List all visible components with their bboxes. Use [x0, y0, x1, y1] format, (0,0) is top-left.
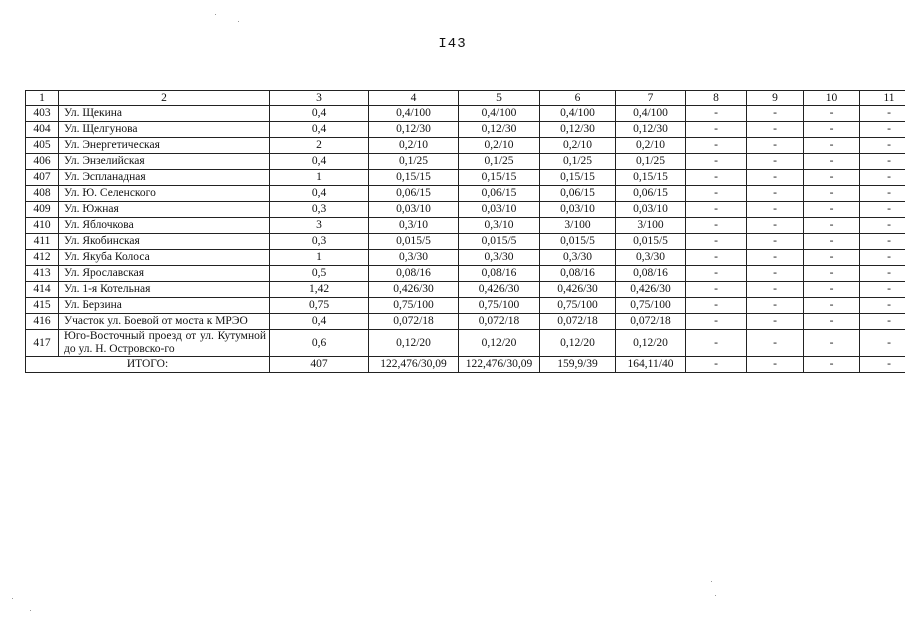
value-cell-c8: - [686, 170, 747, 186]
row-number: 411 [26, 234, 59, 250]
row-number: 416 [26, 314, 59, 330]
value-cell-c7: 3/100 [616, 218, 686, 234]
value-cell-c8: - [686, 154, 747, 170]
street-name: Ул. Ярославская [59, 266, 270, 282]
table-row [26, 282, 905, 298]
total-cell-c4: 122,476/30,09 [369, 357, 459, 373]
value-cell-c4: 0,12/30 [369, 122, 459, 138]
row-number: 414 [26, 282, 59, 298]
value-cell-c5: 0,4/100 [459, 106, 540, 122]
value-cell-c10: - [804, 154, 860, 170]
value-cell-c3: 0,3 [270, 234, 369, 250]
value-cell-c7: 0,06/15 [616, 186, 686, 202]
value-cell-c9: - [747, 170, 804, 186]
value-cell-c7: 0,08/16 [616, 266, 686, 282]
street-name: Юго-Восточный проезд от ул. Кутумной до ул. Н. Островско-го [59, 330, 270, 357]
value-cell-c5: 0,072/18 [459, 314, 540, 330]
street-name: Ул. Щекина [59, 106, 270, 122]
street-name: Участок ул. Боевой от моста к МРЭО [59, 314, 270, 330]
value-cell-c11: - [860, 218, 905, 234]
total-cell-c3: 407 [270, 357, 369, 373]
value-cell-c5: 0,15/15 [459, 170, 540, 186]
value-cell-c7: 0,3/30 [616, 250, 686, 266]
scan-speck [215, 14, 216, 15]
row-number: 415 [26, 298, 59, 314]
street-name: Ул. Ю. Селенского [59, 186, 270, 202]
table-row [26, 250, 905, 266]
header-cell-3: 3 [270, 91, 369, 106]
header-cell-7: 7 [616, 91, 686, 106]
value-cell-c8: - [686, 234, 747, 250]
value-cell-c8: - [686, 314, 747, 330]
value-cell-c7: 0,072/18 [616, 314, 686, 330]
value-cell-c10: - [804, 314, 860, 330]
value-cell-c10: - [804, 250, 860, 266]
header-cell-9: 9 [747, 91, 804, 106]
value-cell-c5: 0,12/20 [459, 330, 540, 357]
value-cell-c9: - [747, 234, 804, 250]
street-name: Ул. 1-я Котельная [59, 282, 270, 298]
table-row [26, 218, 905, 234]
value-cell-c11: - [860, 170, 905, 186]
street-name: Ул. Якуба Колоса [59, 250, 270, 266]
value-cell-c11: - [860, 298, 905, 314]
table-row [26, 154, 905, 170]
value-cell-c8: - [686, 138, 747, 154]
street-name: Ул. Щелгунова [59, 122, 270, 138]
scan-speck [715, 595, 716, 596]
page-number: I43 [438, 36, 467, 52]
header-cell-8: 8 [686, 91, 747, 106]
header-cell-6: 6 [540, 91, 616, 106]
header-cell-2: 2 [59, 91, 270, 106]
value-cell-c6: 0,3/30 [540, 250, 616, 266]
value-cell-c5: 0,2/10 [459, 138, 540, 154]
value-cell-c3: 1,42 [270, 282, 369, 298]
value-cell-c5: 0,06/15 [459, 186, 540, 202]
value-cell-c9: - [747, 330, 804, 357]
value-cell-c9: - [747, 250, 804, 266]
value-cell-c4: 0,3/10 [369, 218, 459, 234]
value-cell-c3: 0,6 [270, 330, 369, 357]
value-cell-c9: - [747, 186, 804, 202]
value-cell-c6: 0,072/18 [540, 314, 616, 330]
total-cell-c7: 164,11/40 [616, 357, 686, 373]
table-row [26, 186, 905, 202]
value-cell-c3: 0,4 [270, 186, 369, 202]
value-cell-c8: - [686, 298, 747, 314]
value-cell-c6: 0,015/5 [540, 234, 616, 250]
value-cell-c6: 0,03/10 [540, 202, 616, 218]
value-cell-c3: 1 [270, 250, 369, 266]
value-cell-c9: - [747, 282, 804, 298]
value-cell-c3: 0,3 [270, 202, 369, 218]
value-cell-c3: 1 [270, 170, 369, 186]
value-cell-c3: 3 [270, 218, 369, 234]
value-cell-c4: 0,4/100 [369, 106, 459, 122]
value-cell-c3: 2 [270, 138, 369, 154]
table-row [26, 202, 905, 218]
value-cell-c9: - [747, 298, 804, 314]
scan-speck [238, 21, 239, 22]
value-cell-c5: 0,75/100 [459, 298, 540, 314]
value-cell-c4: 0,08/16 [369, 266, 459, 282]
value-cell-c10: - [804, 330, 860, 357]
row-number: 407 [26, 170, 59, 186]
value-cell-c4: 0,3/30 [369, 250, 459, 266]
value-cell-c5: 0,03/10 [459, 202, 540, 218]
value-cell-c6: 0,426/30 [540, 282, 616, 298]
row-number: 409 [26, 202, 59, 218]
value-cell-c11: - [860, 202, 905, 218]
value-cell-c11: - [860, 106, 905, 122]
row-number: 413 [26, 266, 59, 282]
value-cell-c10: - [804, 170, 860, 186]
street-name: Ул. Южная [59, 202, 270, 218]
value-cell-c5: 0,426/30 [459, 282, 540, 298]
value-cell-c8: - [686, 218, 747, 234]
header-cell-11: 11 [860, 91, 905, 106]
table-header-row [26, 91, 905, 106]
value-cell-c10: - [804, 202, 860, 218]
value-cell-c10: - [804, 106, 860, 122]
value-cell-c10: - [804, 218, 860, 234]
value-cell-c5: 0,12/30 [459, 122, 540, 138]
value-cell-c10: - [804, 122, 860, 138]
value-cell-c6: 0,1/25 [540, 154, 616, 170]
value-cell-c4: 0,06/15 [369, 186, 459, 202]
header-cell-4: 4 [369, 91, 459, 106]
street-name: Ул. Эспланадная [59, 170, 270, 186]
value-cell-c9: - [747, 106, 804, 122]
value-cell-c6: 0,06/15 [540, 186, 616, 202]
value-cell-c11: - [860, 154, 905, 170]
value-cell-c7: 0,15/15 [616, 170, 686, 186]
value-cell-c11: - [860, 234, 905, 250]
street-name: Ул. Берзина [59, 298, 270, 314]
street-name: Ул. Якобинская [59, 234, 270, 250]
value-cell-c4: 0,072/18 [369, 314, 459, 330]
total-cell-c9: - [747, 357, 804, 373]
value-cell-c6: 0,08/16 [540, 266, 616, 282]
table-row [26, 330, 905, 357]
value-cell-c8: - [686, 186, 747, 202]
value-cell-c9: - [747, 314, 804, 330]
value-cell-c9: - [747, 218, 804, 234]
header-cell-10: 10 [804, 91, 860, 106]
value-cell-c11: - [860, 330, 905, 357]
value-cell-c7: 0,1/25 [616, 154, 686, 170]
value-cell-c8: - [686, 330, 747, 357]
value-cell-c7: 0,12/30 [616, 122, 686, 138]
value-cell-c3: 0,4 [270, 314, 369, 330]
value-cell-c9: - [747, 122, 804, 138]
value-cell-c6: 0,15/15 [540, 170, 616, 186]
value-cell-c7: 0,75/100 [616, 298, 686, 314]
total-cell-c5: 122,476/30,09 [459, 357, 540, 373]
table-row [26, 106, 905, 122]
street-name: Ул. Яблочкова [59, 218, 270, 234]
total-cell-c10: - [804, 357, 860, 373]
row-number: 405 [26, 138, 59, 154]
scan-speck [12, 598, 13, 599]
row-number: 406 [26, 154, 59, 170]
value-cell-c5: 0,3/10 [459, 218, 540, 234]
value-cell-c5: 0,08/16 [459, 266, 540, 282]
value-cell-c4: 0,426/30 [369, 282, 459, 298]
table-row [26, 298, 905, 314]
street-name: Ул. Энергетическая [59, 138, 270, 154]
value-cell-c9: - [747, 154, 804, 170]
value-cell-c4: 0,12/20 [369, 330, 459, 357]
total-label: ИТОГО: [26, 357, 270, 373]
value-cell-c11: - [860, 138, 905, 154]
value-cell-c8: - [686, 266, 747, 282]
value-cell-c3: 0,4 [270, 154, 369, 170]
value-cell-c3: 0,4 [270, 122, 369, 138]
total-cell-c8: - [686, 357, 747, 373]
table-row [26, 314, 905, 330]
value-cell-c8: - [686, 202, 747, 218]
value-cell-c10: - [804, 282, 860, 298]
scan-speck [711, 581, 712, 582]
value-cell-c11: - [860, 282, 905, 298]
value-cell-c10: - [804, 298, 860, 314]
value-cell-c7: 0,426/30 [616, 282, 686, 298]
value-cell-c4: 0,03/10 [369, 202, 459, 218]
value-cell-c8: - [686, 282, 747, 298]
value-cell-c9: - [747, 138, 804, 154]
header-cell-1: 1 [26, 91, 59, 106]
scan-speck [30, 610, 31, 611]
value-cell-c4: 0,75/100 [369, 298, 459, 314]
row-number: 412 [26, 250, 59, 266]
value-cell-c8: - [686, 122, 747, 138]
table-row [26, 234, 905, 250]
value-cell-c3: 0,5 [270, 266, 369, 282]
value-cell-c4: 0,1/25 [369, 154, 459, 170]
value-cell-c3: 0,75 [270, 298, 369, 314]
value-cell-c9: - [747, 266, 804, 282]
value-cell-c6: 0,4/100 [540, 106, 616, 122]
total-cell-c11: - [860, 357, 905, 373]
value-cell-c7: 0,03/10 [616, 202, 686, 218]
value-cell-c6: 0,12/20 [540, 330, 616, 357]
value-cell-c6: 0,12/30 [540, 122, 616, 138]
value-cell-c4: 0,015/5 [369, 234, 459, 250]
row-number: 403 [26, 106, 59, 122]
value-cell-c11: - [860, 266, 905, 282]
value-cell-c6: 0,75/100 [540, 298, 616, 314]
row-number: 410 [26, 218, 59, 234]
value-cell-c7: 0,12/20 [616, 330, 686, 357]
value-cell-c8: - [686, 250, 747, 266]
value-cell-c9: - [747, 202, 804, 218]
value-cell-c10: - [804, 266, 860, 282]
row-number: 417 [26, 330, 59, 357]
value-cell-c10: - [804, 138, 860, 154]
table-row [26, 266, 905, 282]
table-row [26, 138, 905, 154]
total-row [26, 357, 905, 373]
value-cell-c7: 0,015/5 [616, 234, 686, 250]
value-cell-c11: - [860, 250, 905, 266]
value-cell-c7: 0,2/10 [616, 138, 686, 154]
table-row [26, 122, 905, 138]
row-number: 408 [26, 186, 59, 202]
value-cell-c5: 0,015/5 [459, 234, 540, 250]
value-cell-c3: 0,4 [270, 106, 369, 122]
value-cell-c11: - [860, 314, 905, 330]
value-cell-c10: - [804, 234, 860, 250]
value-cell-c7: 0,4/100 [616, 106, 686, 122]
row-number: 404 [26, 122, 59, 138]
street-name: Ул. Энзелийская [59, 154, 270, 170]
value-cell-c10: - [804, 186, 860, 202]
total-cell-c6: 159,9/39 [540, 357, 616, 373]
value-cell-c4: 0,15/15 [369, 170, 459, 186]
value-cell-c4: 0,2/10 [369, 138, 459, 154]
table-row [26, 170, 905, 186]
header-cell-5: 5 [459, 91, 540, 106]
data-table [25, 90, 905, 373]
value-cell-c11: - [860, 122, 905, 138]
value-cell-c8: - [686, 106, 747, 122]
value-cell-c6: 0,2/10 [540, 138, 616, 154]
value-cell-c6: 3/100 [540, 218, 616, 234]
value-cell-c5: 0,3/30 [459, 250, 540, 266]
value-cell-c5: 0,1/25 [459, 154, 540, 170]
value-cell-c11: - [860, 186, 905, 202]
